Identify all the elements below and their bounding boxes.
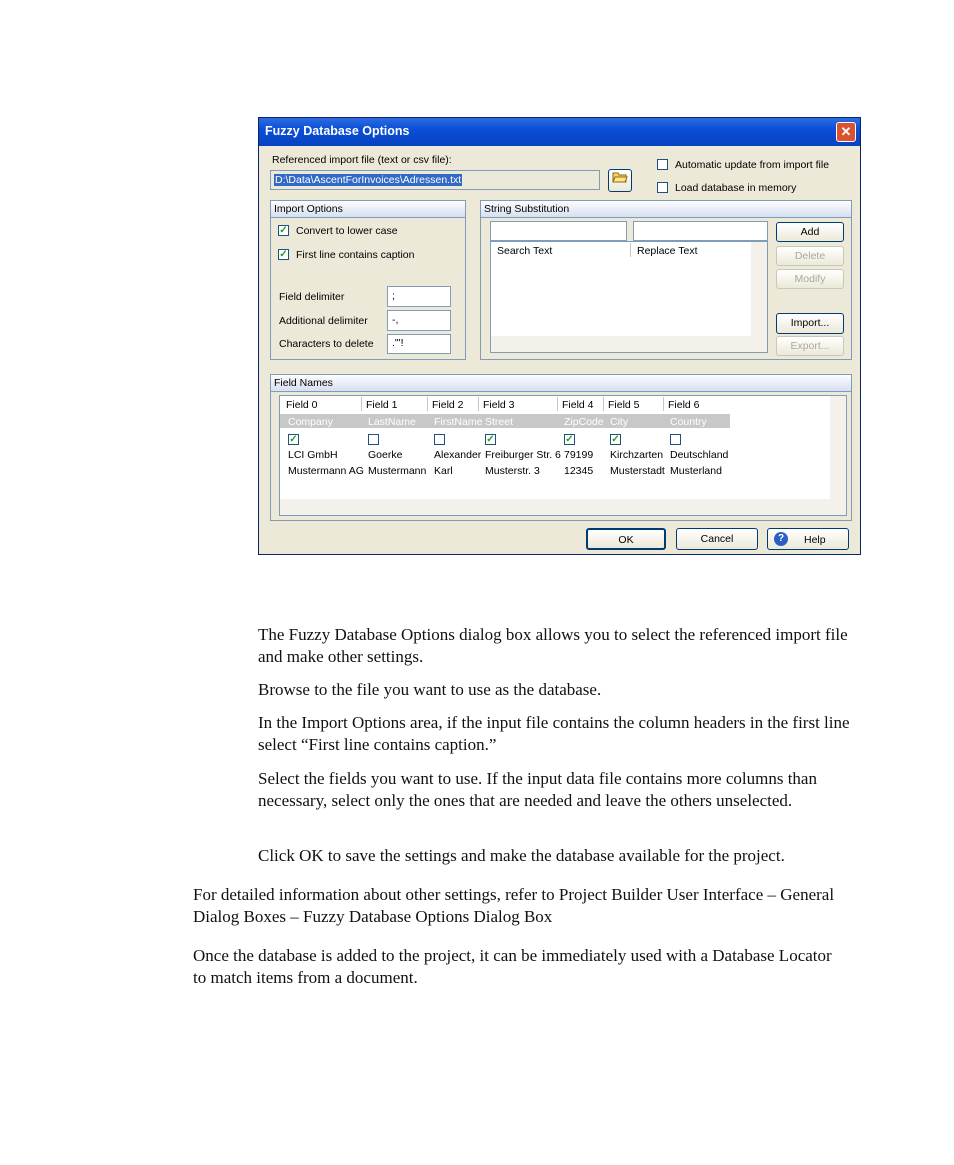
field-caption: Company: [288, 416, 333, 428]
close-icon[interactable]: ✕: [836, 122, 856, 142]
ref-file-label: Referenced import file (text or csv file):: [272, 154, 452, 166]
column-divider: [663, 397, 664, 411]
paragraph-dialog-description: The Fuzzy Database Options dialog box allows you to select the referenced import file and make other settings.: [258, 625, 848, 666]
field-data-cell: Musterstr. 3: [485, 465, 540, 477]
field-data-cell: LCI GmbH: [288, 449, 338, 461]
load-memory-checkbox[interactable]: [657, 182, 668, 193]
additional-delimiter-input[interactable]: -,: [387, 310, 451, 331]
field-data-cell: Musterstadt: [610, 465, 665, 477]
characters-delete-label: Characters to delete: [279, 338, 374, 350]
field-caption: Country: [670, 416, 707, 428]
replace-text-column-header[interactable]: Replace Text: [637, 245, 698, 257]
field-data-cell: Mustermann: [368, 465, 427, 477]
field-caption: Street: [485, 416, 514, 428]
field-caption: FirstName: [434, 416, 483, 428]
import-options-group: [270, 200, 466, 360]
help-button[interactable]: [767, 528, 849, 550]
convert-lower-checkbox[interactable]: ✓: [279, 225, 288, 236]
dialog-title: Fuzzy Database Options: [265, 124, 410, 138]
field-names-horizontal-scrollbar[interactable]: [280, 499, 830, 515]
field-column-header[interactable]: Field 2: [432, 399, 464, 411]
field-data-cell: Freiburger Str. 6: [485, 449, 561, 461]
field-caption: City: [610, 416, 629, 428]
modify-button-label: Modify: [794, 273, 826, 285]
first-line-caption-label: First line contains caption: [296, 249, 415, 261]
field-column-header[interactable]: Field 0: [286, 399, 318, 411]
help-button-label: Help: [804, 534, 826, 546]
field-data-cell: Musterland: [670, 465, 722, 477]
ref-file-value: D:\Data\AscentForInvoices\Adressen.txt: [275, 174, 462, 186]
delete-button[interactable]: [776, 246, 844, 266]
paragraph-click-ok: Click OK to save the settings and make the database available for the project.: [258, 846, 785, 865]
string-substitution-group: [480, 200, 852, 360]
ok-button[interactable]: [586, 528, 666, 550]
field-data-cell: Kirchzarten: [610, 449, 664, 461]
paragraph-database-locator: Once the database is added to the project, it can be immediately used with a Database Locator to match items from a document.: [193, 946, 832, 987]
field-use-checkbox[interactable]: ✓: [611, 434, 620, 445]
substitution-vertical-scrollbar[interactable]: [751, 242, 767, 352]
field-column-header[interactable]: Field 5: [608, 399, 640, 411]
add-button[interactable]: [776, 222, 844, 242]
paragraph-import-options: In the Import Options area, if the input file contains the column headers in the first line select “First line contains caption.”: [258, 713, 850, 754]
field-use-checkbox[interactable]: [368, 434, 379, 445]
field-data-cell: 12345: [564, 465, 594, 477]
field-caption: ZipCode: [564, 416, 604, 428]
replace-text-input[interactable]: [633, 221, 768, 241]
auto-update-checkbox[interactable]: [657, 159, 668, 170]
modify-button[interactable]: [776, 269, 844, 289]
substitution-horizontal-scrollbar[interactable]: [491, 336, 751, 352]
cancel-button[interactable]: [676, 528, 758, 550]
convert-lower-label: Convert to lower case: [296, 225, 398, 237]
title-bar[interactable]: [259, 118, 860, 146]
first-line-caption-checkbox[interactable]: ✓: [279, 249, 288, 260]
column-divider: [557, 397, 558, 411]
field-data-cell: 79199: [564, 449, 594, 461]
ref-file-input[interactable]: [270, 170, 600, 190]
ok-button-label: OK: [618, 534, 634, 546]
characters-delete-input[interactable]: ."'!: [387, 334, 451, 354]
field-names-list[interactable]: [279, 395, 847, 516]
export-button-label: Export...: [790, 340, 830, 352]
paragraph-select-fields: Select the fields you want to use. If the input data file contains more columns than necessary, select only the ones that are needed and leave the others unselected.: [258, 769, 817, 810]
import-button[interactable]: [776, 313, 844, 334]
field-names-title: Field Names: [271, 375, 851, 392]
field-use-checkbox[interactable]: ✓: [486, 434, 495, 445]
search-text-input[interactable]: [490, 221, 627, 241]
additional-delimiter-label: Additional delimiter: [279, 315, 368, 327]
paragraph-detailed-info: For detailed information about other settings, refer to Project Builder User Interface – General Dialog Boxes – Fuzzy Database Options Dialog Box: [193, 885, 835, 926]
substitution-list[interactable]: [490, 241, 768, 353]
field-data-cell: Karl: [434, 465, 453, 477]
paragraph-browse: Browse to the file you want to use as the database.: [258, 680, 602, 699]
column-divider: [427, 397, 428, 411]
column-divider: [603, 397, 604, 411]
field-column-header[interactable]: Field 6: [668, 399, 700, 411]
column-divider: [361, 397, 362, 411]
delete-button-label: Delete: [794, 250, 826, 262]
folder-icon: [612, 170, 628, 184]
field-column-header[interactable]: Field 1: [366, 399, 398, 411]
field-delimiter-input[interactable]: ;: [387, 286, 451, 307]
column-divider: [478, 397, 479, 411]
field-use-checkbox[interactable]: ✓: [289, 434, 298, 445]
field-names-group: [270, 374, 852, 521]
string-substitution-title: String Substitution: [481, 201, 851, 218]
field-data-cell: Mustermann AG: [288, 465, 364, 477]
field-data-cell: Deutschland: [670, 449, 729, 461]
field-use-checkbox[interactable]: [434, 434, 445, 445]
field-data-cell: Goerke: [368, 449, 403, 461]
help-icon: ?: [774, 532, 788, 546]
field-caption: LastName: [368, 416, 416, 428]
search-text-column-header[interactable]: Search Text: [497, 245, 553, 257]
field-data-cell: Alexander: [434, 449, 482, 461]
field-delimiter-label: Field delimiter: [279, 291, 345, 303]
load-memory-label: Load database in memory: [675, 182, 797, 194]
field-names-vertical-scrollbar[interactable]: [830, 396, 846, 515]
export-button[interactable]: [776, 336, 844, 356]
auto-update-label: Automatic update from import file: [675, 159, 830, 171]
browse-button[interactable]: [608, 169, 632, 192]
field-use-checkbox[interactable]: [670, 434, 681, 445]
fuzzy-database-options-dialog: [258, 117, 861, 555]
import-options-title: Import Options: [271, 201, 465, 218]
cancel-button-label: Cancel: [700, 533, 734, 545]
field-column-header[interactable]: Field 3: [483, 399, 515, 411]
field-use-checkbox[interactable]: ✓: [565, 434, 574, 445]
add-button-label: Add: [800, 226, 820, 238]
field-column-header[interactable]: Field 4: [562, 399, 594, 411]
import-button-label: Import...: [790, 317, 830, 329]
